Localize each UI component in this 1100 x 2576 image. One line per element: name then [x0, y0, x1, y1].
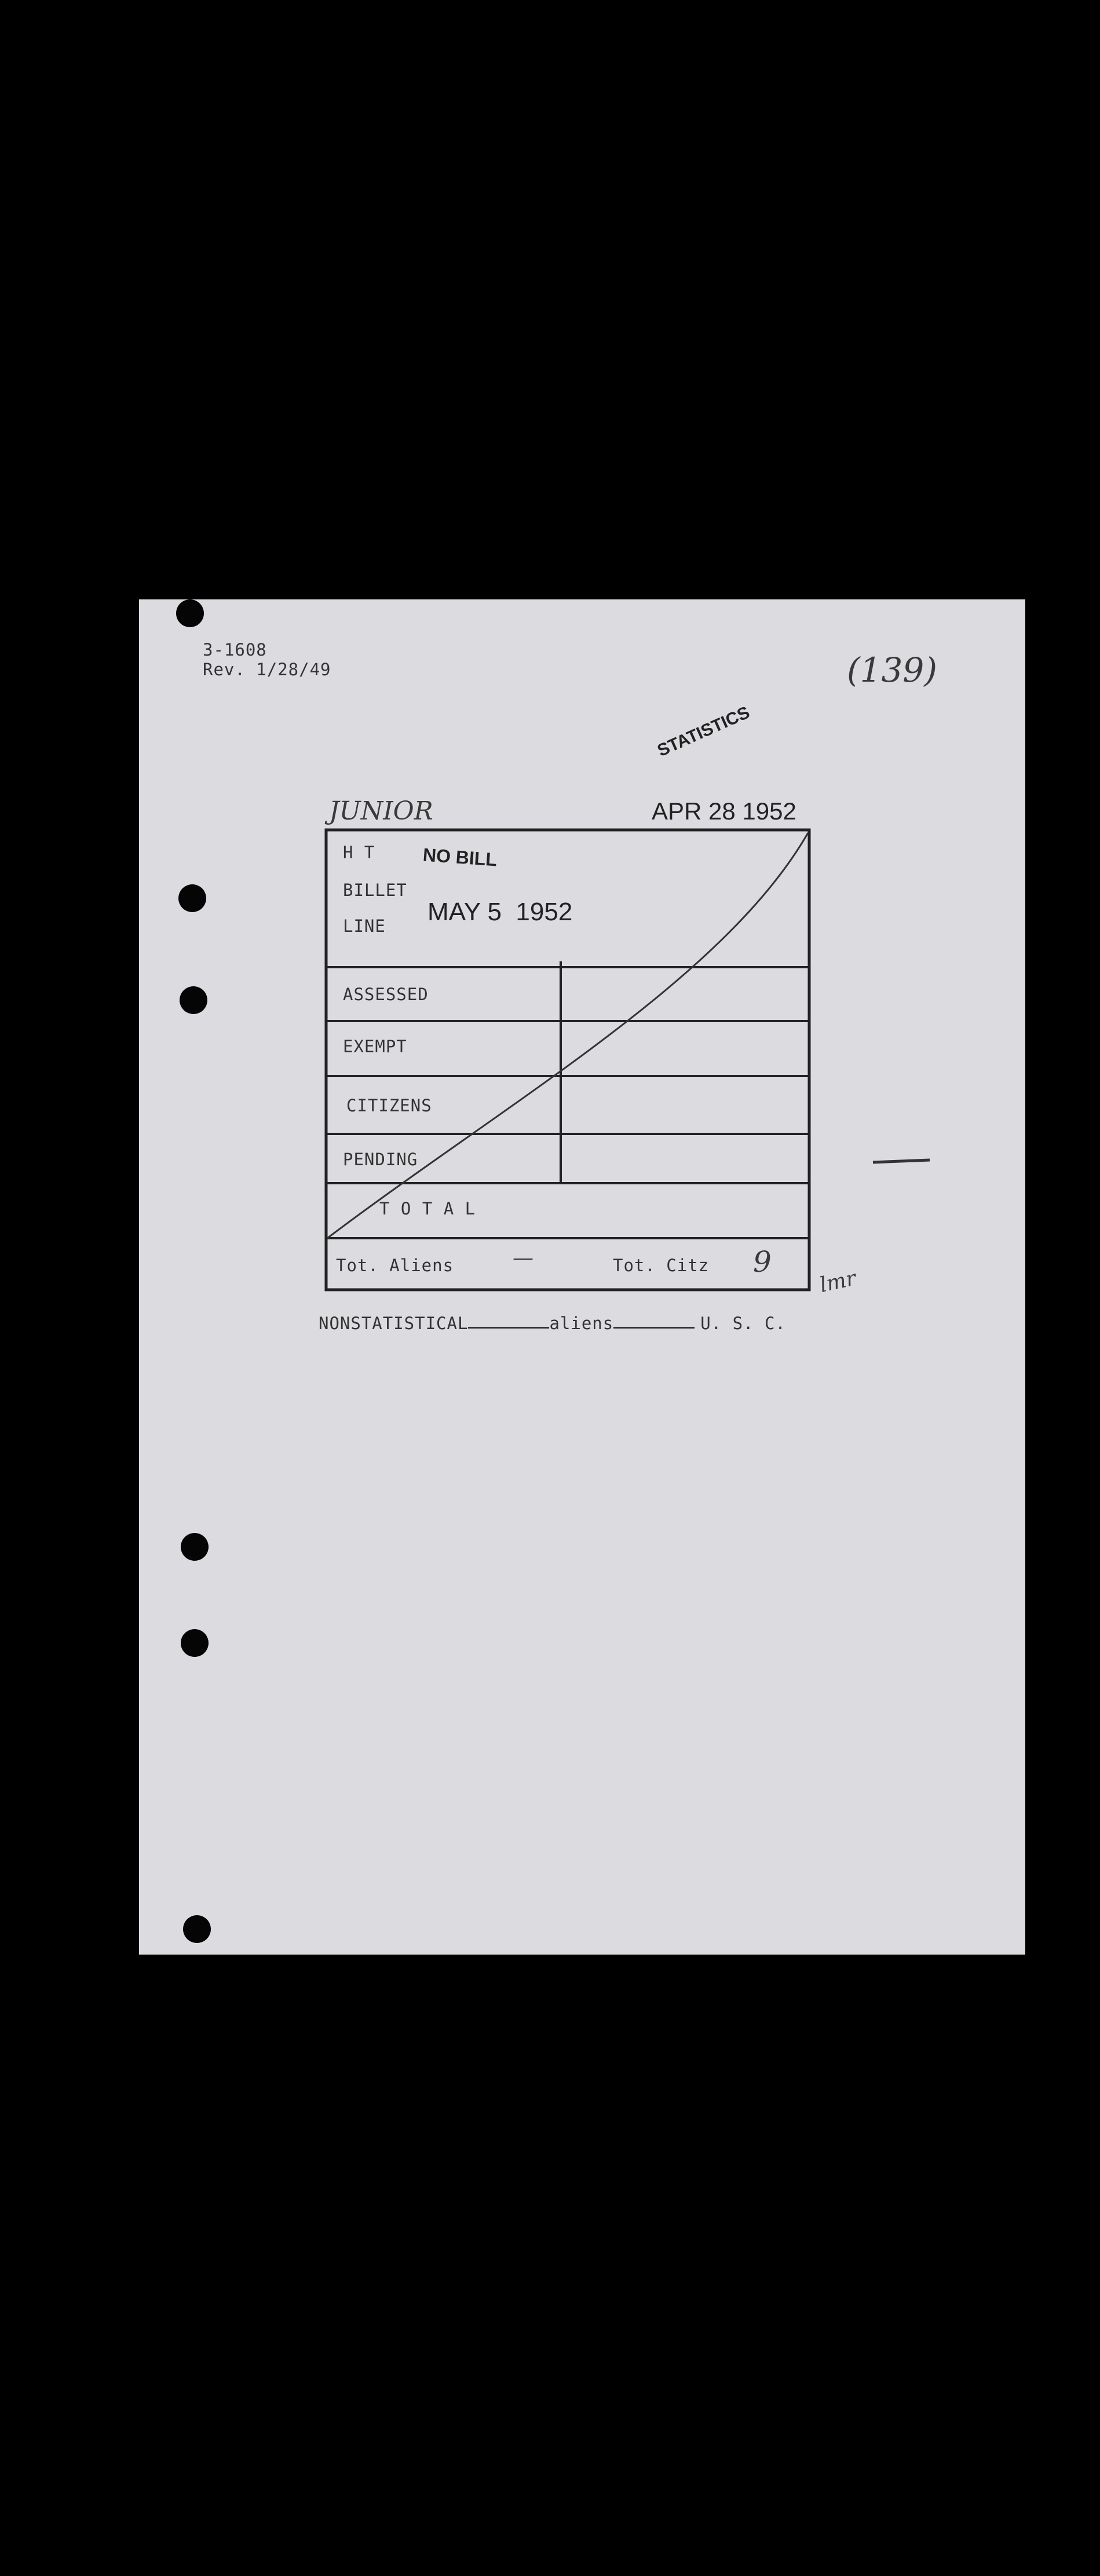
initials: lmr [817, 1266, 858, 1298]
punch-hole [181, 1533, 209, 1561]
assessed-label: ASSESSED [343, 985, 429, 1004]
nonstat-aliens: aliens [549, 1313, 614, 1333]
received-date-stamp: APR 28 1952 [652, 797, 796, 825]
line-label: LINE [343, 916, 386, 936]
page-number: (139) [847, 650, 937, 690]
punch-hole [178, 884, 206, 912]
pencil-mark [872, 1155, 935, 1167]
revision-date: Rev. 1/28/49 [203, 660, 331, 679]
statistics-form [324, 828, 811, 1291]
tot-aliens-value: — [513, 1246, 533, 1270]
tot-citz-value: 9 [753, 1245, 772, 1279]
punch-hole [181, 1629, 209, 1657]
junior-note: JUNIOR [329, 796, 433, 826]
nonstat-usc: U. S. C. [700, 1313, 786, 1333]
nonstat-label: NONSTATISTICAL [319, 1313, 469, 1333]
statistics-stamp: STATISTICS [655, 702, 753, 761]
billet-label: BILLET [343, 880, 407, 900]
citizens-label: CITIZENS [346, 1096, 432, 1115]
total-label: T O T A L [379, 1199, 476, 1219]
nonstatistical-line [319, 1313, 786, 1333]
tot-aliens-label: Tot. Aliens [336, 1256, 454, 1275]
nonstat-dash [613, 1321, 695, 1329]
nonstat-dash [468, 1321, 549, 1329]
document-page [139, 599, 1025, 1955]
form-number: 3-1608 [203, 640, 267, 660]
tot-citz-label: Tot. Citz [613, 1256, 710, 1275]
billed-date-stamp: MAY 5 1952 [427, 898, 573, 926]
exempt-label: EXEMPT [343, 1037, 407, 1056]
punch-hole [180, 986, 207, 1014]
no-bill-stamp: NO BILL [422, 844, 498, 870]
punch-hole [176, 599, 204, 627]
punch-hole [183, 1915, 211, 1943]
pending-label: PENDING [343, 1150, 418, 1169]
ht-label: H T [343, 843, 375, 862]
